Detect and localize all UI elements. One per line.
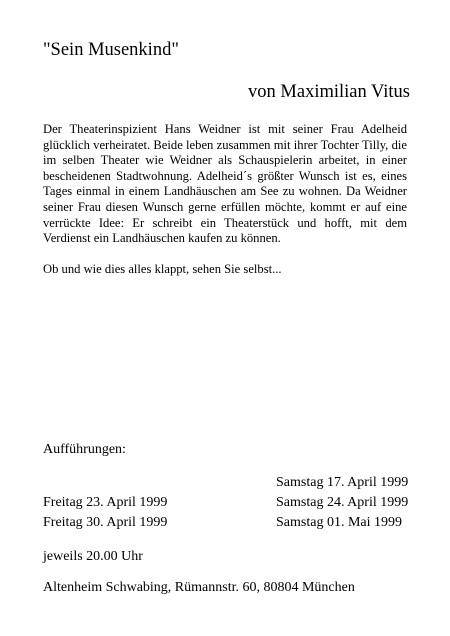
performance-date: Samstag 24. April 1999 [276,495,409,510]
synopsis-closing: Ob und wie dies alles klappt, sehen Sie selbst... [43,261,282,276]
synopsis [43,122,407,277]
author-line: von Maximilian Vitus [248,82,410,102]
performance-date: Freitag 30. April 1999 [43,515,168,530]
performances-heading: Aufführungen: [43,442,126,457]
performance-time: jeweils 20.00 Uhr [43,549,143,564]
venue-address: Altenheim Schwabing, Rümannstr. 60, 80804 München [43,580,355,595]
performance-date: Samstag 17. April 1999 [276,475,409,490]
performance-date: Freitag 23. April 1999 [43,495,168,510]
performance-date: Samstag 01. Mai 1999 [276,515,402,530]
synopsis-paragraph: Der Theaterinspizient Hans Weidner ist mit seiner Frau Adelheid glücklich verheiratet. Beide leben zusammen mit ihrer Tochter Tilly, die im selben Theater wie Weidner als Schauspielerin arbeitet, in einer bescheidenen Stadtwohnung. Adelheid´s größter Wunsch ist es, eines Tages einmal in einem Landhäuschen am See zu wohnen. Da Weidner seiner Frau diesen Wunsch gerne erfüllen möchte, kommt er auf eine verrückte Idee: Er schreibt ein Theaterstück und hofft, mit dem Verdienst ein Landhäuschen kaufen zu können. [43,122,407,246]
play-title: "Sein Musenkind" [43,40,179,60]
